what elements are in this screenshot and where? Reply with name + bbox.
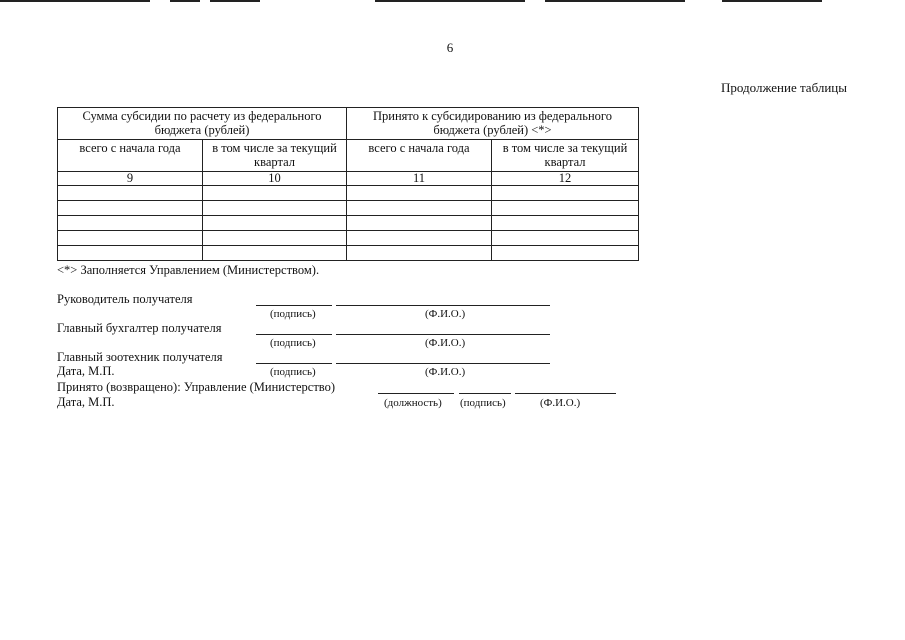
table-cell[interactable] [58,231,203,246]
footnote: <*> Заполняется Управлением (Министерством). [57,263,320,277]
top-scan-rule [375,0,525,2]
signature-caption: (подпись) [270,337,316,349]
table-row [58,216,639,231]
header-current-quarter: в том числе за текущий квартал [492,140,639,172]
position-caption: (должность) [384,397,442,409]
table-row [58,231,639,246]
table-cell[interactable] [58,246,203,261]
table-group-header-row [58,108,639,140]
table-cell[interactable] [347,186,492,201]
column-number: 11 [347,172,492,186]
column-number: 10 [203,172,347,186]
table-cell[interactable] [203,231,347,246]
head-of-recipient-label: Руководитель получателя [57,292,193,306]
top-scan-rule [210,0,260,2]
table-cell[interactable] [492,216,639,231]
zootechnician-name-line[interactable] [336,363,550,364]
top-scan-rule [0,0,150,2]
table-cell[interactable] [492,201,639,216]
table-cell[interactable] [347,201,492,216]
head-name-line[interactable] [336,305,550,306]
table-cell[interactable] [203,216,347,231]
table-cell[interactable] [347,231,492,246]
table-cell[interactable] [58,186,203,201]
subsidy-table [57,107,639,261]
table-cell[interactable] [492,231,639,246]
table-row [58,186,639,201]
head-signature-line[interactable] [256,305,332,306]
accountant-name-line[interactable] [336,334,550,335]
table-cell[interactable] [203,186,347,201]
column-number: 9 [58,172,203,186]
top-scan-rule [722,0,822,2]
name-caption: (Ф.И.О.) [425,337,466,349]
table-cell[interactable] [347,246,492,261]
table-row [58,201,639,216]
top-scan-rule [170,0,200,2]
table-cell[interactable] [58,201,203,216]
table-row [58,246,639,261]
signature-caption: (подпись) [460,397,506,409]
accepted-position-line[interactable] [378,393,454,394]
top-scan-rule [545,0,685,2]
chief-zootechnician-label: Главный зоотехник получателя [57,350,223,364]
table-cell[interactable] [492,246,639,261]
name-caption: (Ф.И.О.) [540,397,581,409]
table-cell[interactable] [58,216,203,231]
signature-caption: (подпись) [270,308,316,320]
header-total-since-year-start: всего с начала года [347,140,492,172]
chief-accountant-label: Главный бухгалтер получателя [57,321,222,335]
accepted-returned-label: Принято (возвращено): Управление (Министерство) [57,380,336,394]
zootechnician-signature-line[interactable] [256,363,332,364]
continuation-label: Продолжение таблицы [721,80,847,95]
accepted-name-line[interactable] [515,393,616,394]
table-cell[interactable] [347,216,492,231]
table-column-numbers-row [58,172,639,186]
date-stamp-label: Дата, М.П. [57,364,115,378]
table-cell[interactable] [203,246,347,261]
header-federal-budget-calculation: Сумма субсидии по расчету из федерального бюджета (рублей) [58,108,347,140]
name-caption: (Ф.И.О.) [425,308,466,320]
header-accepted-for-subsidy: Принято к субсидированию из федерального бюджета (рублей) <*> [347,108,639,140]
table-cell[interactable] [203,201,347,216]
table-sub-header-row [58,140,639,172]
signature-caption: (подпись) [270,366,316,378]
accountant-signature-line[interactable] [256,334,332,335]
page-number: 6 [446,40,454,55]
date-stamp-label-2: Дата, М.П. [57,395,115,409]
header-total-since-year-start: всего с начала года [58,140,203,172]
header-current-quarter: в том числе за текущий квартал [203,140,347,172]
accepted-signature-line[interactable] [459,393,511,394]
table-cell[interactable] [492,186,639,201]
name-caption: (Ф.И.О.) [425,366,466,378]
column-number: 12 [492,172,639,186]
